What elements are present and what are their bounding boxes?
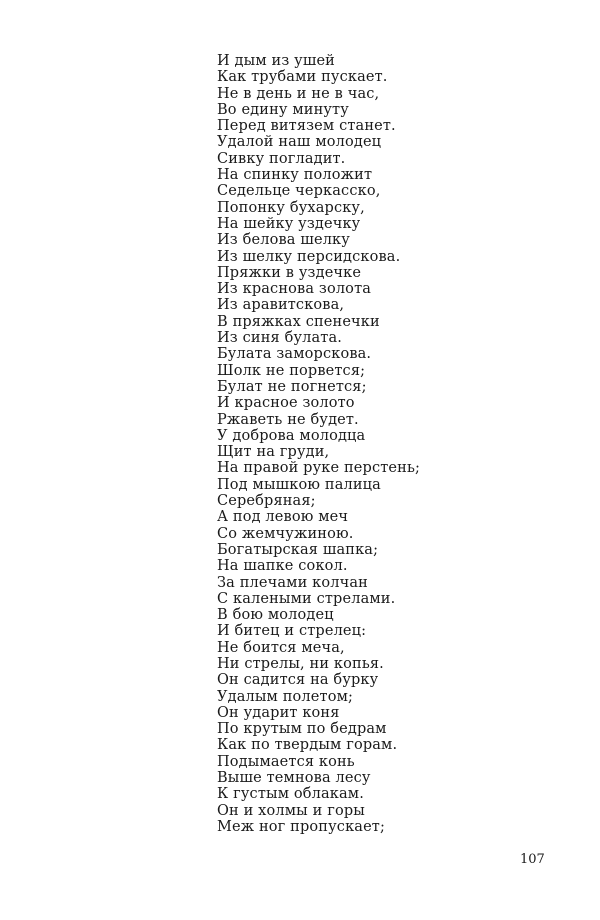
poem-line: По крутым по бедрам bbox=[217, 721, 387, 738]
poem-line: Перед витязем станет. bbox=[217, 118, 396, 135]
poem-line: К густым облакам. bbox=[217, 786, 364, 803]
poem-line: Попонку бухарску, bbox=[217, 199, 365, 216]
poem-line: А под левою меч bbox=[217, 509, 349, 526]
poem-line: Со жемчужиною. bbox=[217, 525, 354, 542]
poem-text bbox=[217, 53, 420, 835]
poem-line: Булата заморскова. bbox=[217, 346, 372, 363]
poem-line: Ржаветь не будет. bbox=[217, 411, 359, 428]
poem-line: На шапке сокол. bbox=[217, 558, 348, 575]
poem-line: На спинку положит bbox=[217, 167, 373, 184]
poem-line: Меж ног пропускает; bbox=[217, 818, 386, 835]
poem-line: За плечами колчан bbox=[217, 574, 368, 591]
poem-line: Серебряная; bbox=[217, 493, 316, 510]
poem-line: Сивку погладит. bbox=[217, 150, 346, 167]
poem-line: Не боится меча, bbox=[217, 639, 345, 656]
poem-line: Во едину минуту bbox=[217, 101, 349, 118]
poem-line: Он садится на бурку bbox=[217, 672, 379, 689]
poem-line: Седельце черкасско, bbox=[217, 183, 381, 200]
poem-line: В бою молодец bbox=[217, 607, 334, 624]
poem-line: Не в день и не в час, bbox=[217, 85, 380, 102]
poem-line: Из краснова золота bbox=[217, 281, 372, 298]
poem-line: Из аравитскова, bbox=[217, 297, 345, 314]
poem-line: Шолк не порвется; bbox=[217, 362, 366, 379]
poem-line: Как трубами пускает. bbox=[217, 69, 388, 86]
poem-line: Из синя булата. bbox=[217, 330, 343, 347]
poem-line: На правой руке перстень; bbox=[217, 460, 421, 477]
poem-line: Он ударит коня bbox=[217, 704, 340, 721]
poem-line: И битец и стрелец: bbox=[217, 623, 367, 640]
poem-line: На шейку уздечку bbox=[217, 215, 361, 232]
poem-line: Удалым полетом; bbox=[217, 688, 354, 705]
poem-line: Он и холмы и горы bbox=[217, 802, 365, 819]
poem-line: В пряжках спенечки bbox=[217, 313, 380, 330]
poem-line: Из белова шелку bbox=[217, 232, 350, 249]
poem-line: Богатырская шапка; bbox=[217, 541, 379, 558]
poem-line: Под мышкою палица bbox=[217, 476, 381, 493]
poem-line: С калеными стрелами. bbox=[217, 590, 396, 607]
poem-line: Щит на груди, bbox=[217, 444, 330, 461]
poem-line: Булат не погнется; bbox=[217, 378, 367, 395]
poem-line: И красное золото bbox=[217, 395, 355, 412]
poem-line: Из шелку персидскова. bbox=[217, 248, 401, 265]
poem-line: Как по твердым горам. bbox=[217, 737, 398, 754]
poem-line: Ни стрелы, ни копья. bbox=[217, 655, 384, 672]
poem-line: Пряжки в уздечке bbox=[217, 264, 362, 281]
poem-line: Удалой наш молодец bbox=[217, 134, 382, 151]
page-number: 107 bbox=[520, 852, 545, 867]
poem-line: Выше темнова лесу bbox=[217, 770, 371, 787]
poem-line: У доброва молодца bbox=[217, 427, 366, 444]
poem-line: И дым из ушей bbox=[217, 53, 335, 69]
poem-line: Подымается конь bbox=[217, 753, 355, 770]
